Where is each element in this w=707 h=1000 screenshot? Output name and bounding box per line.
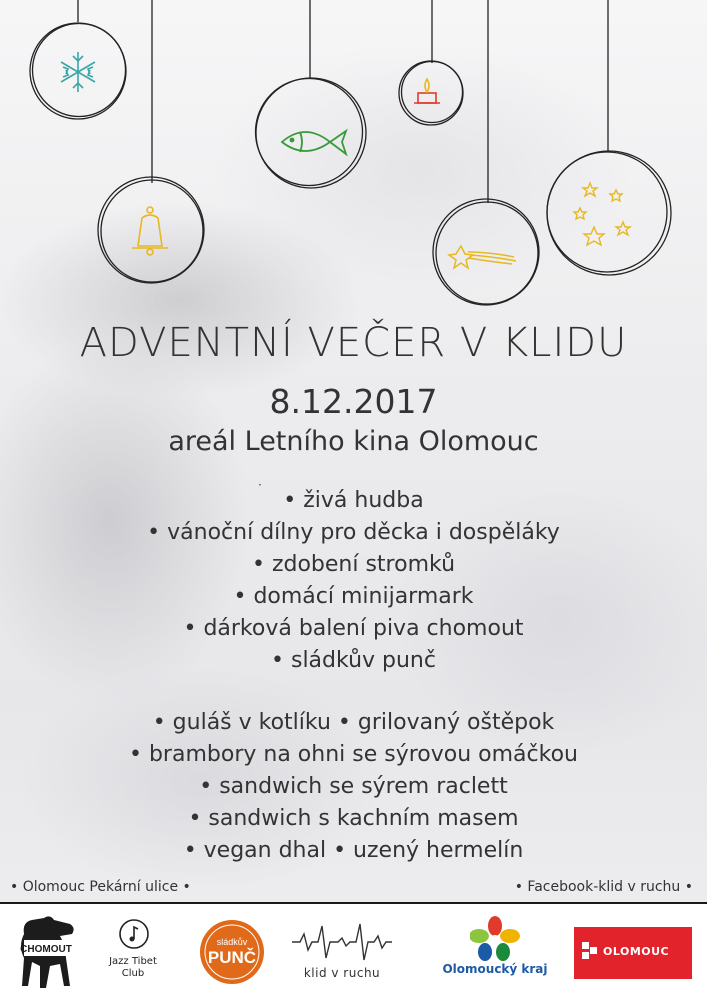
sponsor-bar bbox=[0, 902, 707, 1000]
food-list bbox=[0, 707, 707, 867]
klid-v-ruchu-label: klid v ruchu bbox=[303, 966, 381, 980]
olomouc-label: OLOMOUC bbox=[603, 945, 670, 958]
chomout-label: CHOMOUT bbox=[20, 944, 72, 955]
olomouc-emblem-icon bbox=[582, 942, 598, 964]
list-item: • vegan dhal • uzený hermelín bbox=[183, 838, 524, 863]
stars-icon bbox=[574, 183, 630, 245]
location-text: • Olomouc Pekární ulice • bbox=[10, 879, 191, 895]
event-date: 8.12.2017 bbox=[269, 382, 438, 421]
event-venue: areál Letního kina Olomouc bbox=[168, 426, 539, 457]
jazz-tibet-logo bbox=[118, 918, 150, 950]
list-item: • vánoční dílny pro děcka i dospěláky bbox=[147, 520, 560, 545]
comet-icon bbox=[449, 246, 516, 268]
sladkuv-punc-logo bbox=[198, 918, 266, 986]
jazz-tibet-label: Jazz Tibet Club bbox=[109, 956, 157, 979]
list-item: • dárková balení piva chomout bbox=[183, 616, 524, 641]
decorative-dot: · bbox=[258, 478, 262, 492]
list-item: • domácí minijarmark bbox=[233, 584, 474, 609]
klid-v-ruchu-logo bbox=[292, 920, 392, 964]
olomoucky-kraj-logo bbox=[470, 916, 520, 962]
facebook-text: • Facebook-klid v ruchu • bbox=[514, 879, 693, 895]
list-item: • sandwich s kachním masem bbox=[188, 806, 519, 831]
sladkuv-main-label: PUNČ bbox=[207, 948, 257, 967]
fish-icon bbox=[282, 131, 346, 154]
list-item: • zdobení stromků bbox=[251, 552, 456, 577]
candle-icon bbox=[414, 79, 440, 103]
chomout-logo bbox=[10, 912, 90, 996]
list-item: • brambory na ohni se sýrovou omáčkou bbox=[129, 742, 578, 767]
event-title: ADVENTNÍ VEČER V KLIDU bbox=[79, 320, 628, 366]
olomoucky-kraj-label: Olomoucký kraj bbox=[442, 962, 548, 976]
list-item: • živá hudba bbox=[283, 488, 424, 513]
program-list bbox=[0, 485, 707, 677]
ornaments bbox=[0, 0, 707, 320]
sladkuv-top-label: sládkův bbox=[216, 937, 248, 947]
list-item: • sládkův punč bbox=[271, 648, 436, 673]
snowflake-icon bbox=[61, 52, 95, 92]
list-item: • sandwich se sýrem raclett bbox=[199, 774, 508, 799]
bell-icon bbox=[132, 207, 168, 255]
list-item: • guláš v kotlíku • grilovaný oštěpok bbox=[152, 710, 555, 735]
